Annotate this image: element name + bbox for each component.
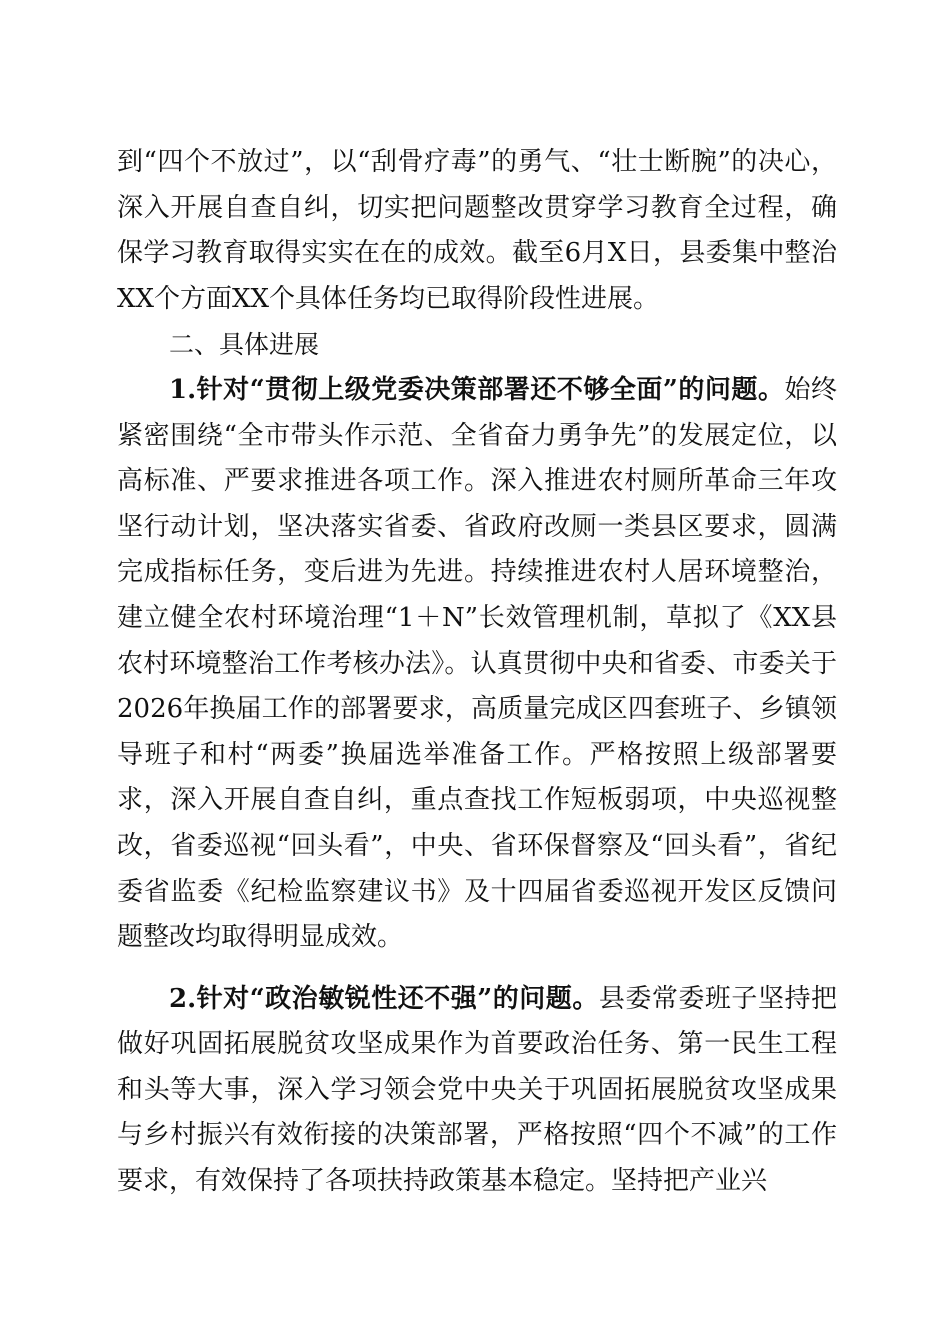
intro-paragraph: 到“四个不放过”，以“刮骨疗毒”的勇气、“壮士断腕”的决心，深入开展自查自纠，切实把问题整改贯穿学习教育全过程，确保学习教育取得实实在在的成效。截至6月X日，县委集中整治XX个方面XX个具体任务均已取得阶段性进展。 <box>117 147 837 314</box>
item-1-paragraph <box>117 368 837 961</box>
document-body <box>117 140 837 1205</box>
item-1-body: 始终紧密围绕“全市带头作示范、全省奋力勇争先”的发展定位，以高标准、严要求推进各项工作。深入推进农村厕所革命三年攻坚行动计划，坚决落实省委、省政府改厕一类县区要求，圆满完成指标任务，变后进为先进。持续推进农村人居环境整治，建立健全农村环境治理“1＋N”长效管理机制，草拟了《XX县农村环境整治工作考核办法》。认真贯彻中央和省委、市委关于2026年换届工作的部署要求，高质量完成区四套班子、乡镇领导班子和村“两委”换届选举准备工作。严格按照上级部署要求，深入开展自查自纠，重点查找工作短板弱项，中央巡视整改，省委巡视“回头看”，中央、省环保督察及“回头看”，省纪委省监委《纪检监察建议书》及十四届省委巡视开发区反馈问题整改均取得明显成效。 <box>117 374 837 953</box>
item-2-paragraph <box>117 977 837 1205</box>
item-1-lead: 1.针对“贯彻上级党委决策部署还不够全面”的问题。 <box>169 374 785 405</box>
item-2-lead: 2.针对“政治敏锐性还不强”的问题。 <box>169 983 599 1014</box>
item-2-body: 县委常委班子坚持把做好巩固拓展脱贫攻坚成果作为首要政治任务、第一民生工程和头等大事，深入学习领会党中央关于巩固拓展脱贫攻坚成果与乡村振兴有效衔接的决策部署，严格按照“四个不减”的工作要求，有效保持了各项扶持政策基本稳定。坚持把产业兴 <box>117 983 837 1197</box>
section-heading: 二、具体进展 <box>169 330 320 360</box>
